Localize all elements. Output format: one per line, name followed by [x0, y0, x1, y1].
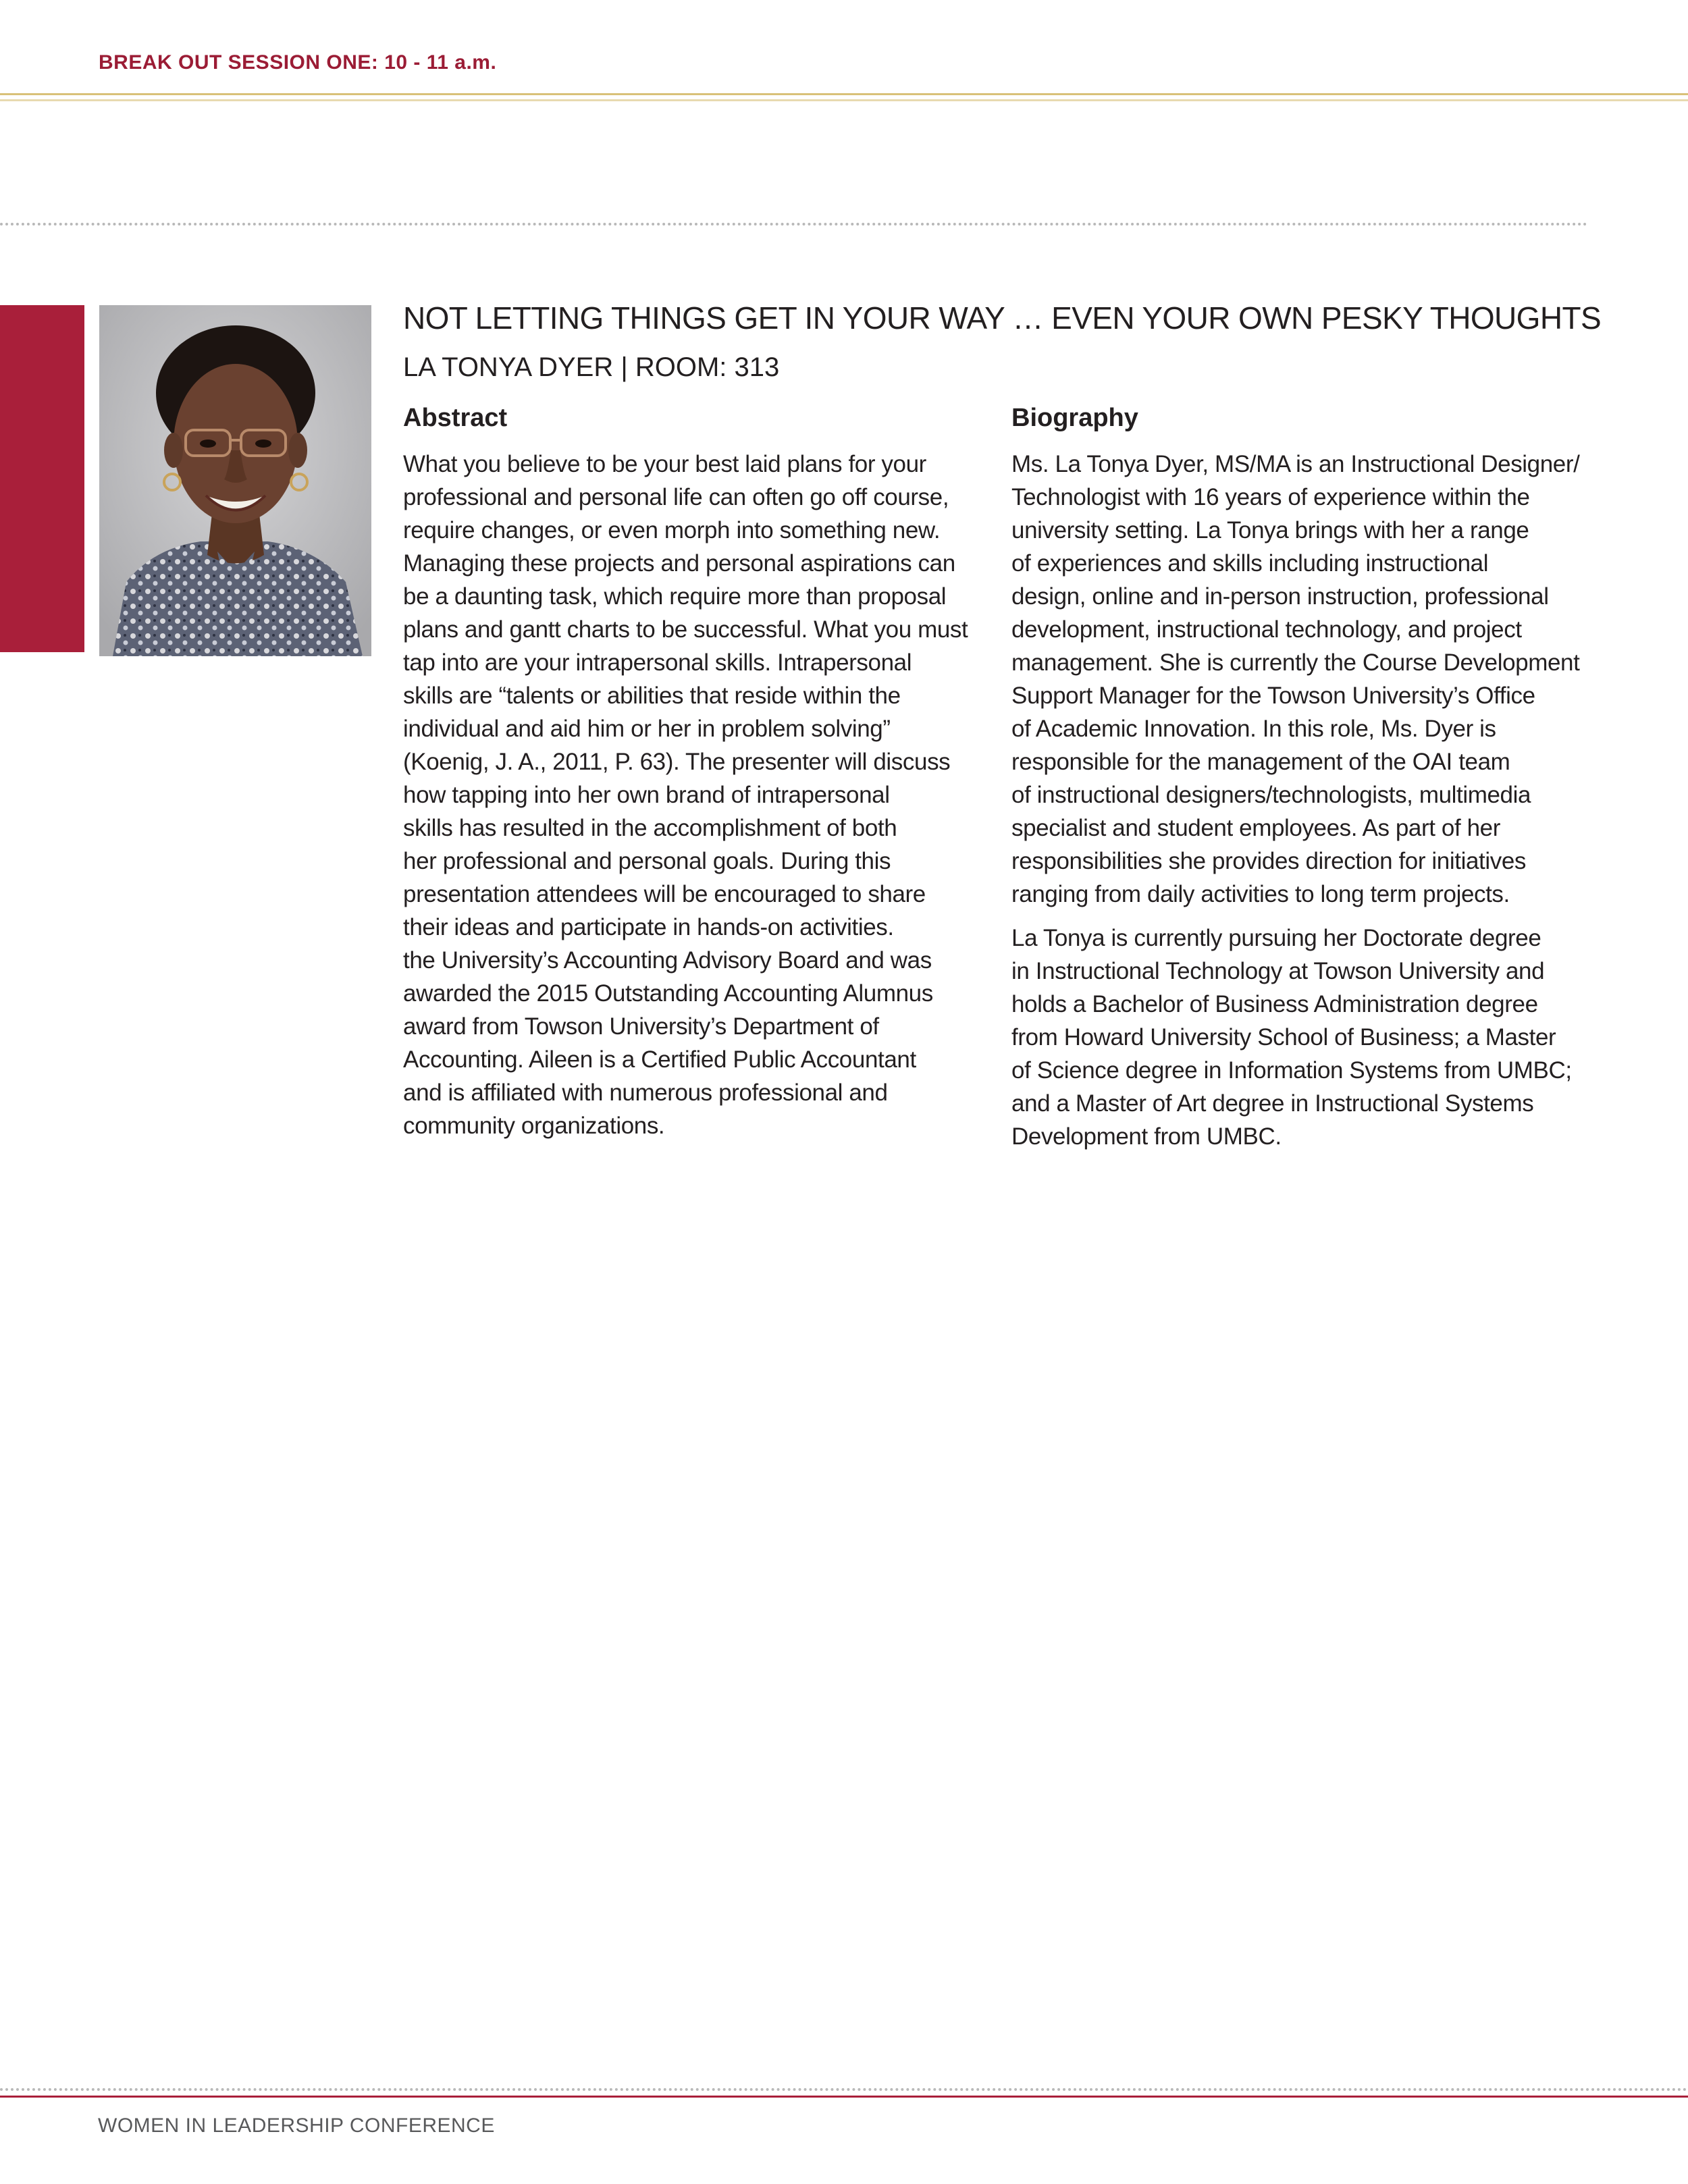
accent-bar — [0, 305, 84, 652]
footer-dotted-rule — [0, 2088, 1688, 2091]
header-rule-secondary — [0, 99, 1688, 101]
biography-paragraph-1: Ms. La Tonya Dyer, MS/MA is an Instructional Designer/ Technologist with 16 years of experience within the university setting. La Tonya brings with her a range of experiences and skills including instructional design, online and in-person instruction, professional development, instructional technology, and project management. She is currently the Course Development Support Manager for the Towson University’s Office of Academic Innovation. In this role, Ms. Dyer is responsible for the management of the OAI team of instructional designers/technologists, multimedia specialist and student employees. As part of her responsibilities she provides direction for initiatives ranging from daily activities to long term projects. — [1011, 451, 1580, 907]
dotted-divider — [0, 223, 1588, 225]
session-title: NOT LETTING THINGS GET IN YOUR WAY … EVEN YOUR OWN PESKY THOUGHTS — [403, 300, 1602, 336]
abstract-heading: Abstract — [403, 404, 508, 432]
biography-heading: Biography — [1011, 404, 1138, 432]
speaker-room-byline: LA TONYA DYER | ROOM: 313 — [403, 352, 780, 382]
abstract-text: What you believe to be your best laid plans for your professional and personal life can often go off course, require changes, or even morph into something new. Managing these projects and personal aspirations can be a daunting task, which require more than proposal plans and gantt charts to be successful. What you must tap into are your intrapersonal skills. Intrapersonal skills are “talents or abilities that reside within the individual and aid him or her in problem solving” (Koenig, J. A., 2011, P. 63). The presenter will discuss how tapping into her own brand of intrapersonal skills has resulted in the accomplishment of both her professional and personal goals. During this presentation attendees will be encouraged to share their ideas and participate in hands-on activities. the University’s Accounting Advisory Board and was awarded the 2015 Outstanding Accounting Alumnus award from Towson University’s Department of Accounting. Aileen is a Certified Public Accountant and is affiliated with numerous professional and community organizations. — [403, 451, 968, 1139]
session-time-header: BREAK OUT SESSION ONE: 10 - 11 a.m. — [99, 51, 497, 74]
biography-section — [1011, 404, 1599, 1153]
footer-rule — [0, 2096, 1688, 2098]
biography-paragraph-2: La Tonya is currently pursuing her Doctorate degree in Instructional Technology at Towson University and holds a Bachelor of Business Administration degree from Howard University School of Business; a Master of Science degree in Information Systems from UMBC; and a Master of Art degree in Instructional Systems Development from UMBC. — [1011, 925, 1572, 1150]
conference-name-footer: WOMEN IN LEADERSHIP CONFERENCE — [98, 2114, 495, 2137]
header-rule — [0, 93, 1688, 95]
speaker-photo — [99, 305, 371, 656]
abstract-section — [403, 404, 997, 1142]
